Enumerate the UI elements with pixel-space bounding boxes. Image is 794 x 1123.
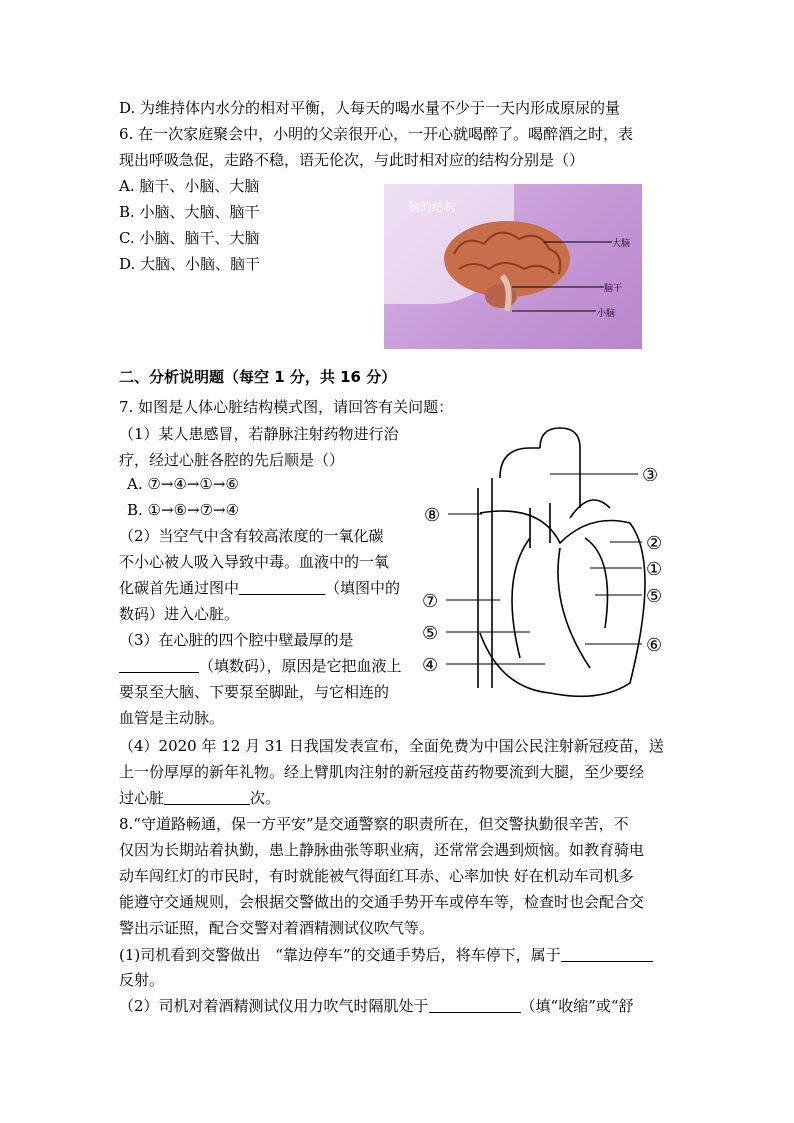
q7-part4-line3: 过心脏 次。 (119, 789, 281, 807)
heart-label-5-right: ⑤ (646, 586, 663, 607)
q7-part3-line4: 血管是主动脉。 (119, 709, 225, 727)
q7-part4-line2: 上一份厚厚的新年礼物。经上臂肌肉注射的新冠疫苗药物要流到大腿，至少要经 (119, 763, 645, 781)
heart-label-3: ③ (642, 465, 659, 486)
answer-blank[interactable] (164, 790, 250, 805)
answer-blank[interactable] (239, 580, 325, 595)
question-8-line3: 动车闯红灯的市民时，有时就能被气得面红耳赤、心率加快 好在机动车司机多 (119, 867, 634, 885)
q8-part1-line1: (1)司机看到交警做出 “靠边停车”的交通手势后，将车停下，属于 (119, 945, 653, 965)
q7-part2-line4: 数码）进入心脏。 (119, 605, 240, 623)
question-6-line2: 现出呼吸急促，走路不稳，语无伦次，与此时相对应的结构分别是（） (119, 151, 585, 169)
question-8-line2: 仅因为长期站着执勤，患上静脉曲张等职业病，还常常会遇到烦恼。如教育骑电 (119, 841, 645, 859)
q7-part3-line2: （填数码），原因是它把血液上 (119, 656, 402, 676)
brain-illustration (384, 184, 642, 349)
answer-blank[interactable] (561, 947, 653, 962)
answer-blank[interactable] (429, 998, 521, 1013)
option-d-prev: D. 为维持体内水分的相对平衡，人每天的喝水量不少于一天内形成原尿的量 (119, 99, 621, 117)
heart-structure-figure (420, 418, 670, 714)
brain-figure-title: 脑的结构 (408, 200, 457, 214)
question-8-line5: 警出示证照，配合交警对着酒精测试仪吹气等。 (119, 919, 435, 937)
brain-structure-figure (384, 184, 642, 349)
heart-label-1: ① (646, 559, 663, 580)
heart-label-8: ⑧ (424, 505, 441, 526)
q8-part2-line1: （2）司机对着酒精测试仪用力吹气时隔肌处于 （填“收缩”或“舒 (119, 997, 634, 1015)
label-cerebrum: 大脑 (612, 239, 631, 249)
q7-part3-line3: 要泵至大脑、下要泵至脚趾，与它相连的 (119, 683, 390, 701)
label-cerebellum: 小脑 (597, 309, 616, 319)
question-6-line1: 6. 在一次家庭聚会中，小明的父亲很开心，一开心就喝醉了。喝醉酒之时，表 (119, 125, 634, 143)
heart-label-5-left: ⑤ (422, 623, 439, 644)
q7-part2-line2: 不小心被人吸入导致中毒。血液中的一氧 (119, 553, 390, 571)
q7-part4-line1: （4）2020 年 12 月 31 日我国发表宣布，全面免费为中国公民注射新冠疫苗，送 (119, 737, 664, 755)
q6-option-a: A. 脑干、小脑、大脑 (119, 177, 260, 195)
question-8-line1: 8.“守道路畅通，保一方平安”是交通警察的职责所在，但交警执勤很辛苦，不 (119, 815, 629, 833)
q6-option-b: B. 小脑、大脑、脑干 (119, 203, 260, 221)
heart-label-6: ⑥ (646, 635, 663, 656)
answer-blank[interactable] (119, 658, 199, 673)
q7-part1-line2: 疗，经过心脏各腔的先后顺是（） (119, 451, 345, 469)
heart-diagram (420, 418, 670, 714)
q7-part1-line1: （1）某人患感冒，若静脉注射药物进行治 (119, 425, 399, 443)
q7-option-b: B. ①→⑥→⑦→④ (127, 501, 240, 519)
heart-label-2: ② (646, 533, 663, 554)
question-7: 7. 如图是人体心脏结构模式图，请回答有关问题： (119, 398, 454, 416)
q8-part1-line2: 反射。 (119, 971, 165, 989)
q7-part3-line1: （3）在心脏的四个腔中壁最厚的是 (119, 631, 354, 649)
q7-option-a: A. ⑦→④→①→⑥ (127, 475, 239, 493)
section-2-heading: 二、分析说明题（每空 1 分，共 16 分） (119, 368, 397, 386)
q7-part2-line1: （2）当空气中含有较高浓度的一氧化碳 (119, 527, 384, 545)
q6-option-c: C. 小脑、脑干、大脑 (119, 229, 260, 247)
heart-label-7: ⑦ (422, 591, 439, 612)
q6-option-d: D. 大脑、小脑、脑干 (119, 255, 261, 273)
question-8-line4: 能遵守交通规则，会根据交警做出的交通手势开车或停车等，检查时也会配合交 (119, 893, 645, 911)
label-brainstem: 脑干 (604, 284, 623, 294)
q7-part2-line3: 化碳首先通过图中 （填图中的 (119, 579, 401, 597)
heart-label-4: ④ (422, 655, 439, 676)
